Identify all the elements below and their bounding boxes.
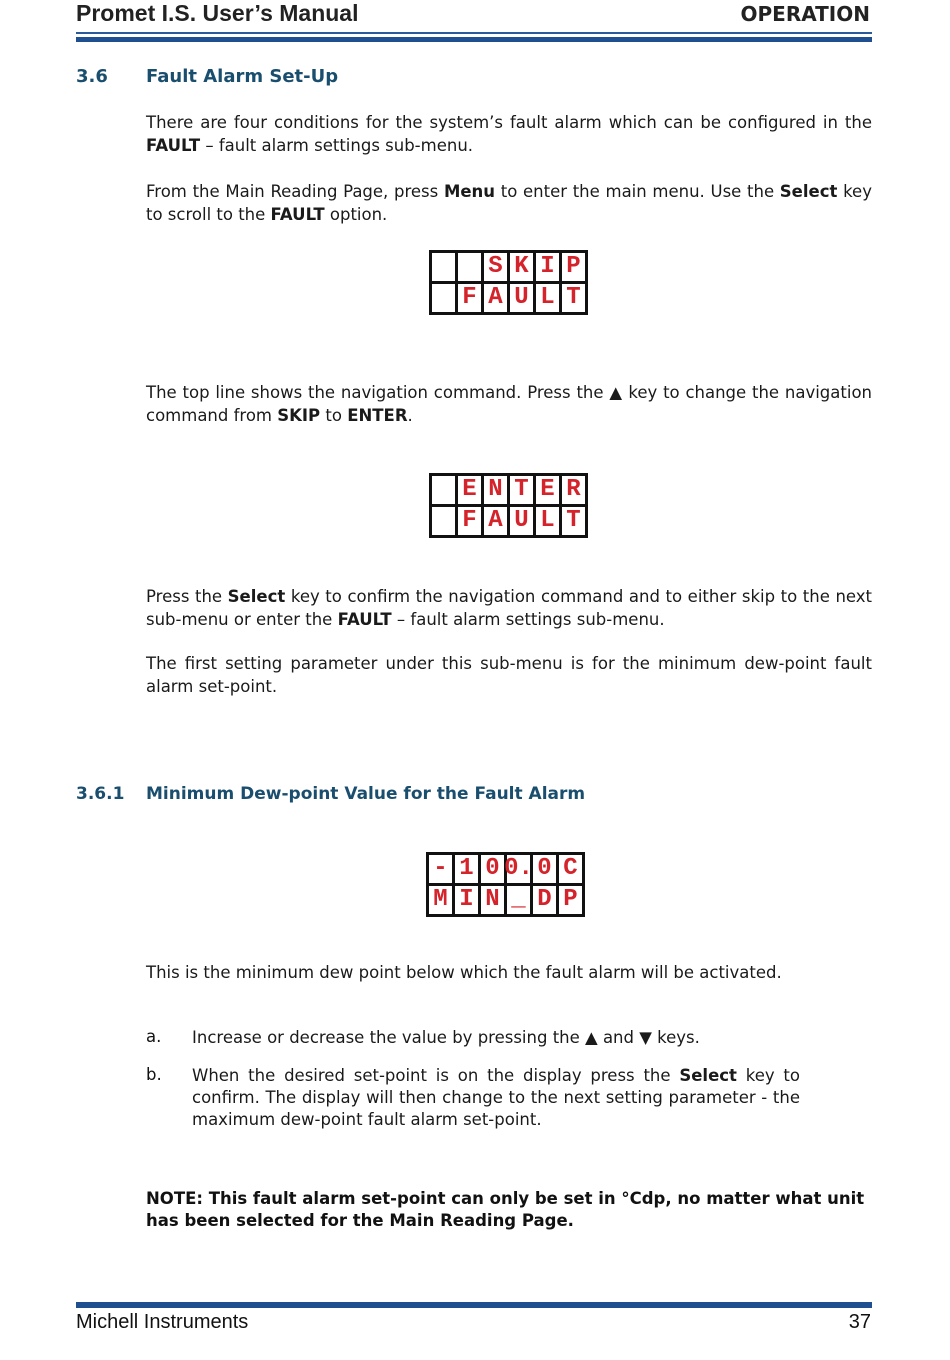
lcd-cell: N (481, 476, 507, 504)
lcd-cell (432, 476, 455, 504)
subsection-number: 3.6.1 (76, 784, 125, 804)
list-marker-a: a. (146, 1027, 162, 1046)
lcd-row-bottom (432, 504, 585, 535)
section-header: OPERATION (740, 2, 870, 26)
lcd-display-skip-fault (429, 250, 588, 315)
lcd-cell: R (559, 476, 585, 504)
lcd-cell: F (455, 507, 481, 535)
paragraph-min-dew: This is the minimum dew point below which the fault alarm will be activated. (146, 963, 782, 982)
lcd-cell: E (455, 476, 481, 504)
lcd-cell: _ (504, 886, 530, 914)
lcd-cell (432, 284, 455, 312)
lcd-cell: N (478, 886, 504, 914)
footer-company: Michell Instruments (76, 1311, 249, 1333)
lcd-display-min-dp (426, 852, 585, 917)
footer-rule (76, 1302, 872, 1308)
lcd-cell: F (455, 284, 481, 312)
lcd-cell: T (559, 284, 585, 312)
paragraph-intro: There are four conditions for the system’s fault alarm which can be configured in the FAULT – fault alarm settings sub-menu. (146, 113, 872, 155)
lcd-cell: L (533, 284, 559, 312)
paragraph-menu: From the Main Reading Page, press Menu to enter the main menu. Use the Select key to scroll to the FAULT option. (146, 182, 872, 224)
header-rule (76, 32, 872, 34)
lcd-row-bottom (429, 883, 582, 914)
lcd-cell: K (507, 253, 533, 281)
lcd-row-top (429, 855, 582, 883)
header-rule-thick (76, 37, 872, 42)
lcd-cell: 0 (530, 855, 556, 883)
manual-title: Promet I.S. User’s Manual (76, 0, 359, 26)
paragraph-select: Press the Select key to confirm the navigation command and to either skip to the next sub-menu or enter the FAULT – fault alarm settings sub-menu. (146, 587, 872, 629)
lcd-cell: D (530, 886, 556, 914)
lcd-cell: L (533, 507, 559, 535)
lcd-cell: - (433, 855, 448, 882)
lcd-row-bottom (432, 281, 585, 312)
list-item-b: When the desired set-point is on the display press the Select key to confirm. The display will then change to the next setting parameter - the maximum dew-point fault alarm set-point. (192, 1066, 800, 1129)
subsection-title: Minimum Dew-point Value for the Fault Alarm (146, 784, 586, 804)
lcd-cell: M (433, 886, 448, 913)
lcd-cell: P (559, 253, 585, 281)
lcd-cell: 0 (478, 855, 504, 883)
lcd-cell: A (481, 507, 507, 535)
lcd-row-top (432, 253, 585, 281)
paragraph-first-setting: The first setting parameter under this sub-menu is for the minimum dew-point fault alarm set-point. (146, 654, 872, 696)
lcd-cell: S (481, 253, 507, 281)
lcd-cell: I (452, 886, 478, 914)
list-marker-b: b. (146, 1065, 162, 1084)
note-text: NOTE: This fault alarm set-point can only be set in °Cdp, no matter what unit has been selected for the Main Reading Page. (146, 1189, 865, 1230)
lcd-cell: T (507, 476, 533, 504)
lcd-cell: P (556, 886, 582, 914)
list-item-a: Increase or decrease the value by pressing the ▲ and ▼ keys. (192, 1028, 700, 1047)
page-number: 37 (848, 1311, 871, 1333)
section-title: Fault Alarm Set-Up (146, 66, 339, 87)
lcd-cell (432, 507, 455, 535)
lcd-cell: A (481, 284, 507, 312)
lcd-cell: U (507, 284, 533, 312)
lcd-cell: C (556, 855, 582, 883)
lcd-cell: U (507, 507, 533, 535)
lcd-cell: I (533, 253, 559, 281)
lcd-row-top (432, 476, 585, 504)
lcd-cell: 0. (504, 855, 533, 882)
lcd-cell: T (559, 507, 585, 535)
lcd-cell: E (533, 476, 559, 504)
paragraph-navigation: The top line shows the navigation command. Press the ▲ key to change the navigation command from SKIP to ENTER. (146, 383, 872, 425)
lcd-cell (455, 253, 481, 281)
lcd-cell: 1 (452, 855, 478, 883)
section-number: 3.6 (76, 66, 108, 87)
lcd-cell (432, 253, 455, 281)
lcd-display-enter-fault (429, 473, 588, 538)
